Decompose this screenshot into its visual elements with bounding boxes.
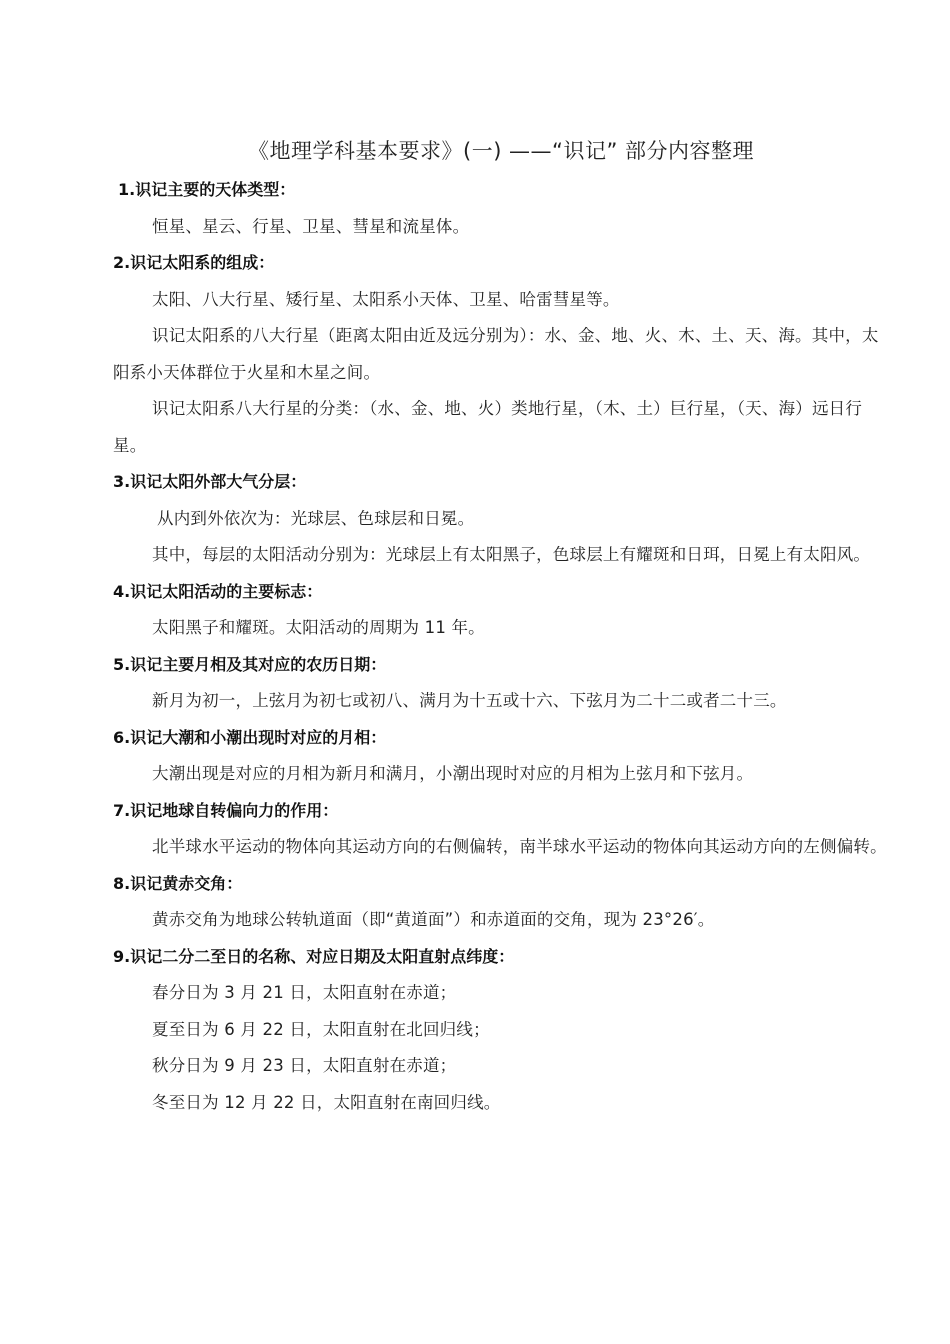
section-9	[113, 939, 893, 1122]
section-paragraph: 太阳、八大行星、矮行星、太阳系小天体、卫星、哈雷彗星等。	[152, 289, 620, 309]
section-heading: 2.识记太阳系的组成：	[113, 253, 275, 272]
section-1	[113, 172, 893, 245]
document-body	[113, 172, 893, 1121]
section-paragraph: 恒星、星云、行星、卫星、彗星和流星体。	[152, 216, 470, 236]
section-paragraph: 北半球水平运动的物体向其运动方向的右侧偏转，南半球水平运动的物体向其运动方向的左侧偏转。	[152, 837, 887, 856]
section-paragraph: 夏至日为 6 月 22 日，太阳直射在北回归线；	[152, 1019, 490, 1039]
section-heading: 4.识记太阳活动的主要标志：	[113, 581, 323, 601]
section-8	[113, 866, 893, 939]
section-paragraph: 从内到外依次为：光球层、色球层和日冕。	[157, 508, 475, 528]
section-5	[113, 647, 893, 720]
section-heading: 3.识记太阳外部大气分层：	[113, 472, 307, 491]
section-paragraph: 大潮出现是对应的月相为新月和满月，小潮出现时对应的月相为上弦月和下弦月。	[152, 764, 754, 783]
section-paragraph: 黄赤交角为地球公转轨道面（即“黄道面”）和赤道面的交角，现为 23°26′。	[152, 910, 715, 929]
section-heading: 7.识记地球自转偏向力的作用：	[113, 800, 339, 820]
section-paragraph: 识记太阳系八大行星的分类：（水、金、地、火）类地行星，（木、土）巨行星，（天、海）远日行星。	[113, 399, 863, 455]
section-4	[113, 574, 893, 647]
section-paragraph: 冬至日为 12 月 22 日，太阳直射在南回归线。	[152, 1092, 501, 1112]
section-heading: 9.识记二分二至日的名称、对应日期及太阳直射点纬度：	[113, 946, 515, 966]
section-paragraph: 其中，每层的太阳活动分别为：光球层上有太阳黑子，色球层上有耀斑和日珥，日冕上有太阳风。	[152, 545, 871, 564]
section-paragraph: 秋分日为 9 月 23 日，太阳直射在赤道；	[152, 1056, 457, 1075]
section-3	[113, 464, 893, 574]
section-heading: 6.识记大潮和小潮出现时对应的月相：	[113, 727, 387, 747]
section-paragraph: 新月为初一，上弦月为初七或初八、满月为十五或十六、下弦月为二十二或者二十三。	[152, 691, 787, 710]
section-2	[113, 245, 893, 464]
section-paragraph: 太阳黑子和耀斑。太阳活动的周期为 11 年。	[152, 618, 485, 637]
section-heading: 8.识记黄赤交角：	[113, 873, 243, 893]
section-7	[113, 793, 893, 866]
section-6	[113, 720, 893, 793]
section-paragraph: 识记太阳系的八大行星（距离太阳由近及远分别为）：水、金、地、火、木、土、天、海。其中，太阳系小天体群位于火星和木星之间。	[113, 326, 879, 382]
section-paragraph: 春分日为 3 月 21 日，太阳直射在赤道；	[152, 983, 457, 1002]
document-title: 《地理学科基本要求》(一) ——“识记” 部分内容整理	[248, 139, 754, 163]
section-heading: 1.识记主要的天体类型：	[118, 180, 296, 199]
section-heading: 5.识记主要月相及其对应的农历日期：	[113, 654, 387, 674]
